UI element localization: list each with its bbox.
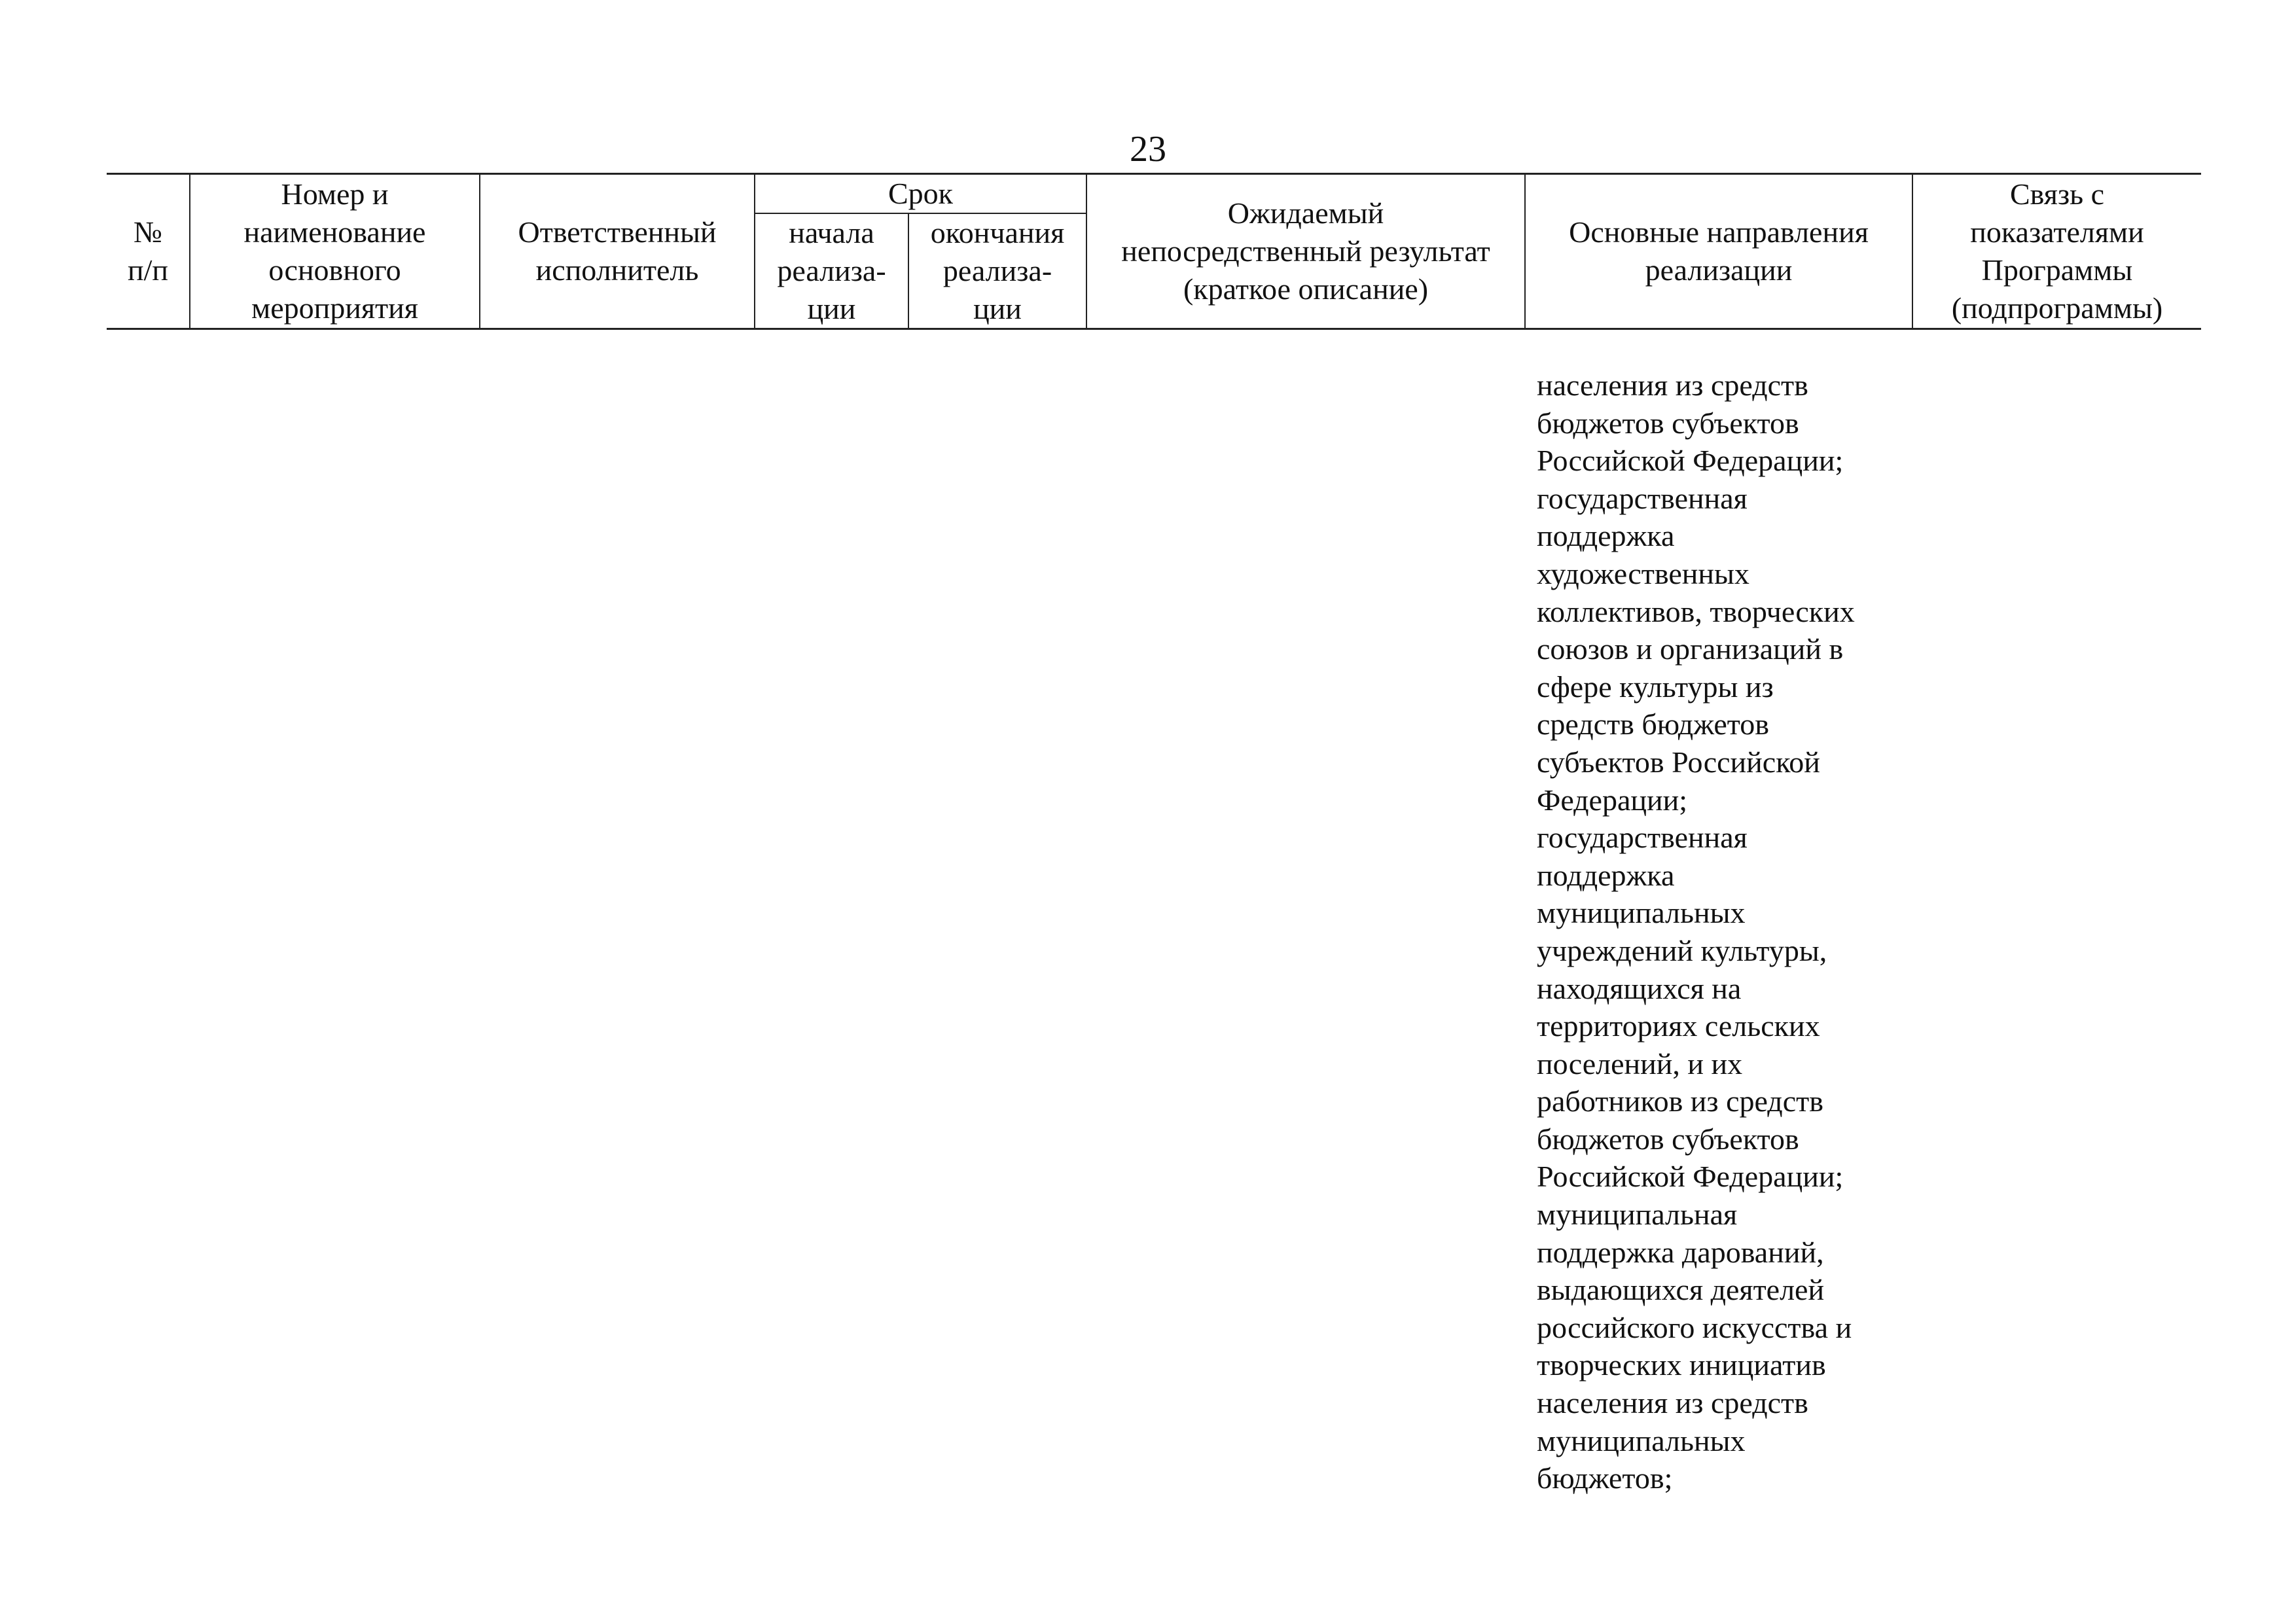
header-number: № п/п: [107, 174, 190, 329]
directions-text: населения из средств бюджетов субъектов Российской Федерации; государственная поддержка художественных коллективов, творческих союзов и организаций в сфере культуры из средств бюджетов субъектов Российской Федерации; государственная поддержка муниципальных учреждений культуры, находящихся на территориях сельских поселений, и их работников из средств бюджетов субъектов Российской Федерации; муниципальная поддержка дарований, выдающихся деятелей российского искусства и творческих инициатив населения из средств муниципальных бюджетов;: [1537, 368, 1855, 1495]
header-term-end: окончания реализа- ции: [908, 213, 1086, 329]
header-responsible: Ответственный исполнитель: [480, 174, 755, 329]
page-number: 23: [1130, 129, 1166, 169]
table-header: [107, 173, 2201, 330]
header-program-link: Связь с показателями Программы (подпрограммы): [1912, 174, 2201, 329]
header-term-start: начала реализа- ции: [755, 213, 908, 329]
header-directions: Основные направления реализации: [1525, 174, 1912, 329]
header-term: Срок: [755, 174, 1086, 214]
header-expected-result: Ожидаемый непосредственный результат (краткое описание): [1086, 174, 1525, 329]
header-event-name: Номер и наименование основного мероприятия: [190, 174, 480, 329]
